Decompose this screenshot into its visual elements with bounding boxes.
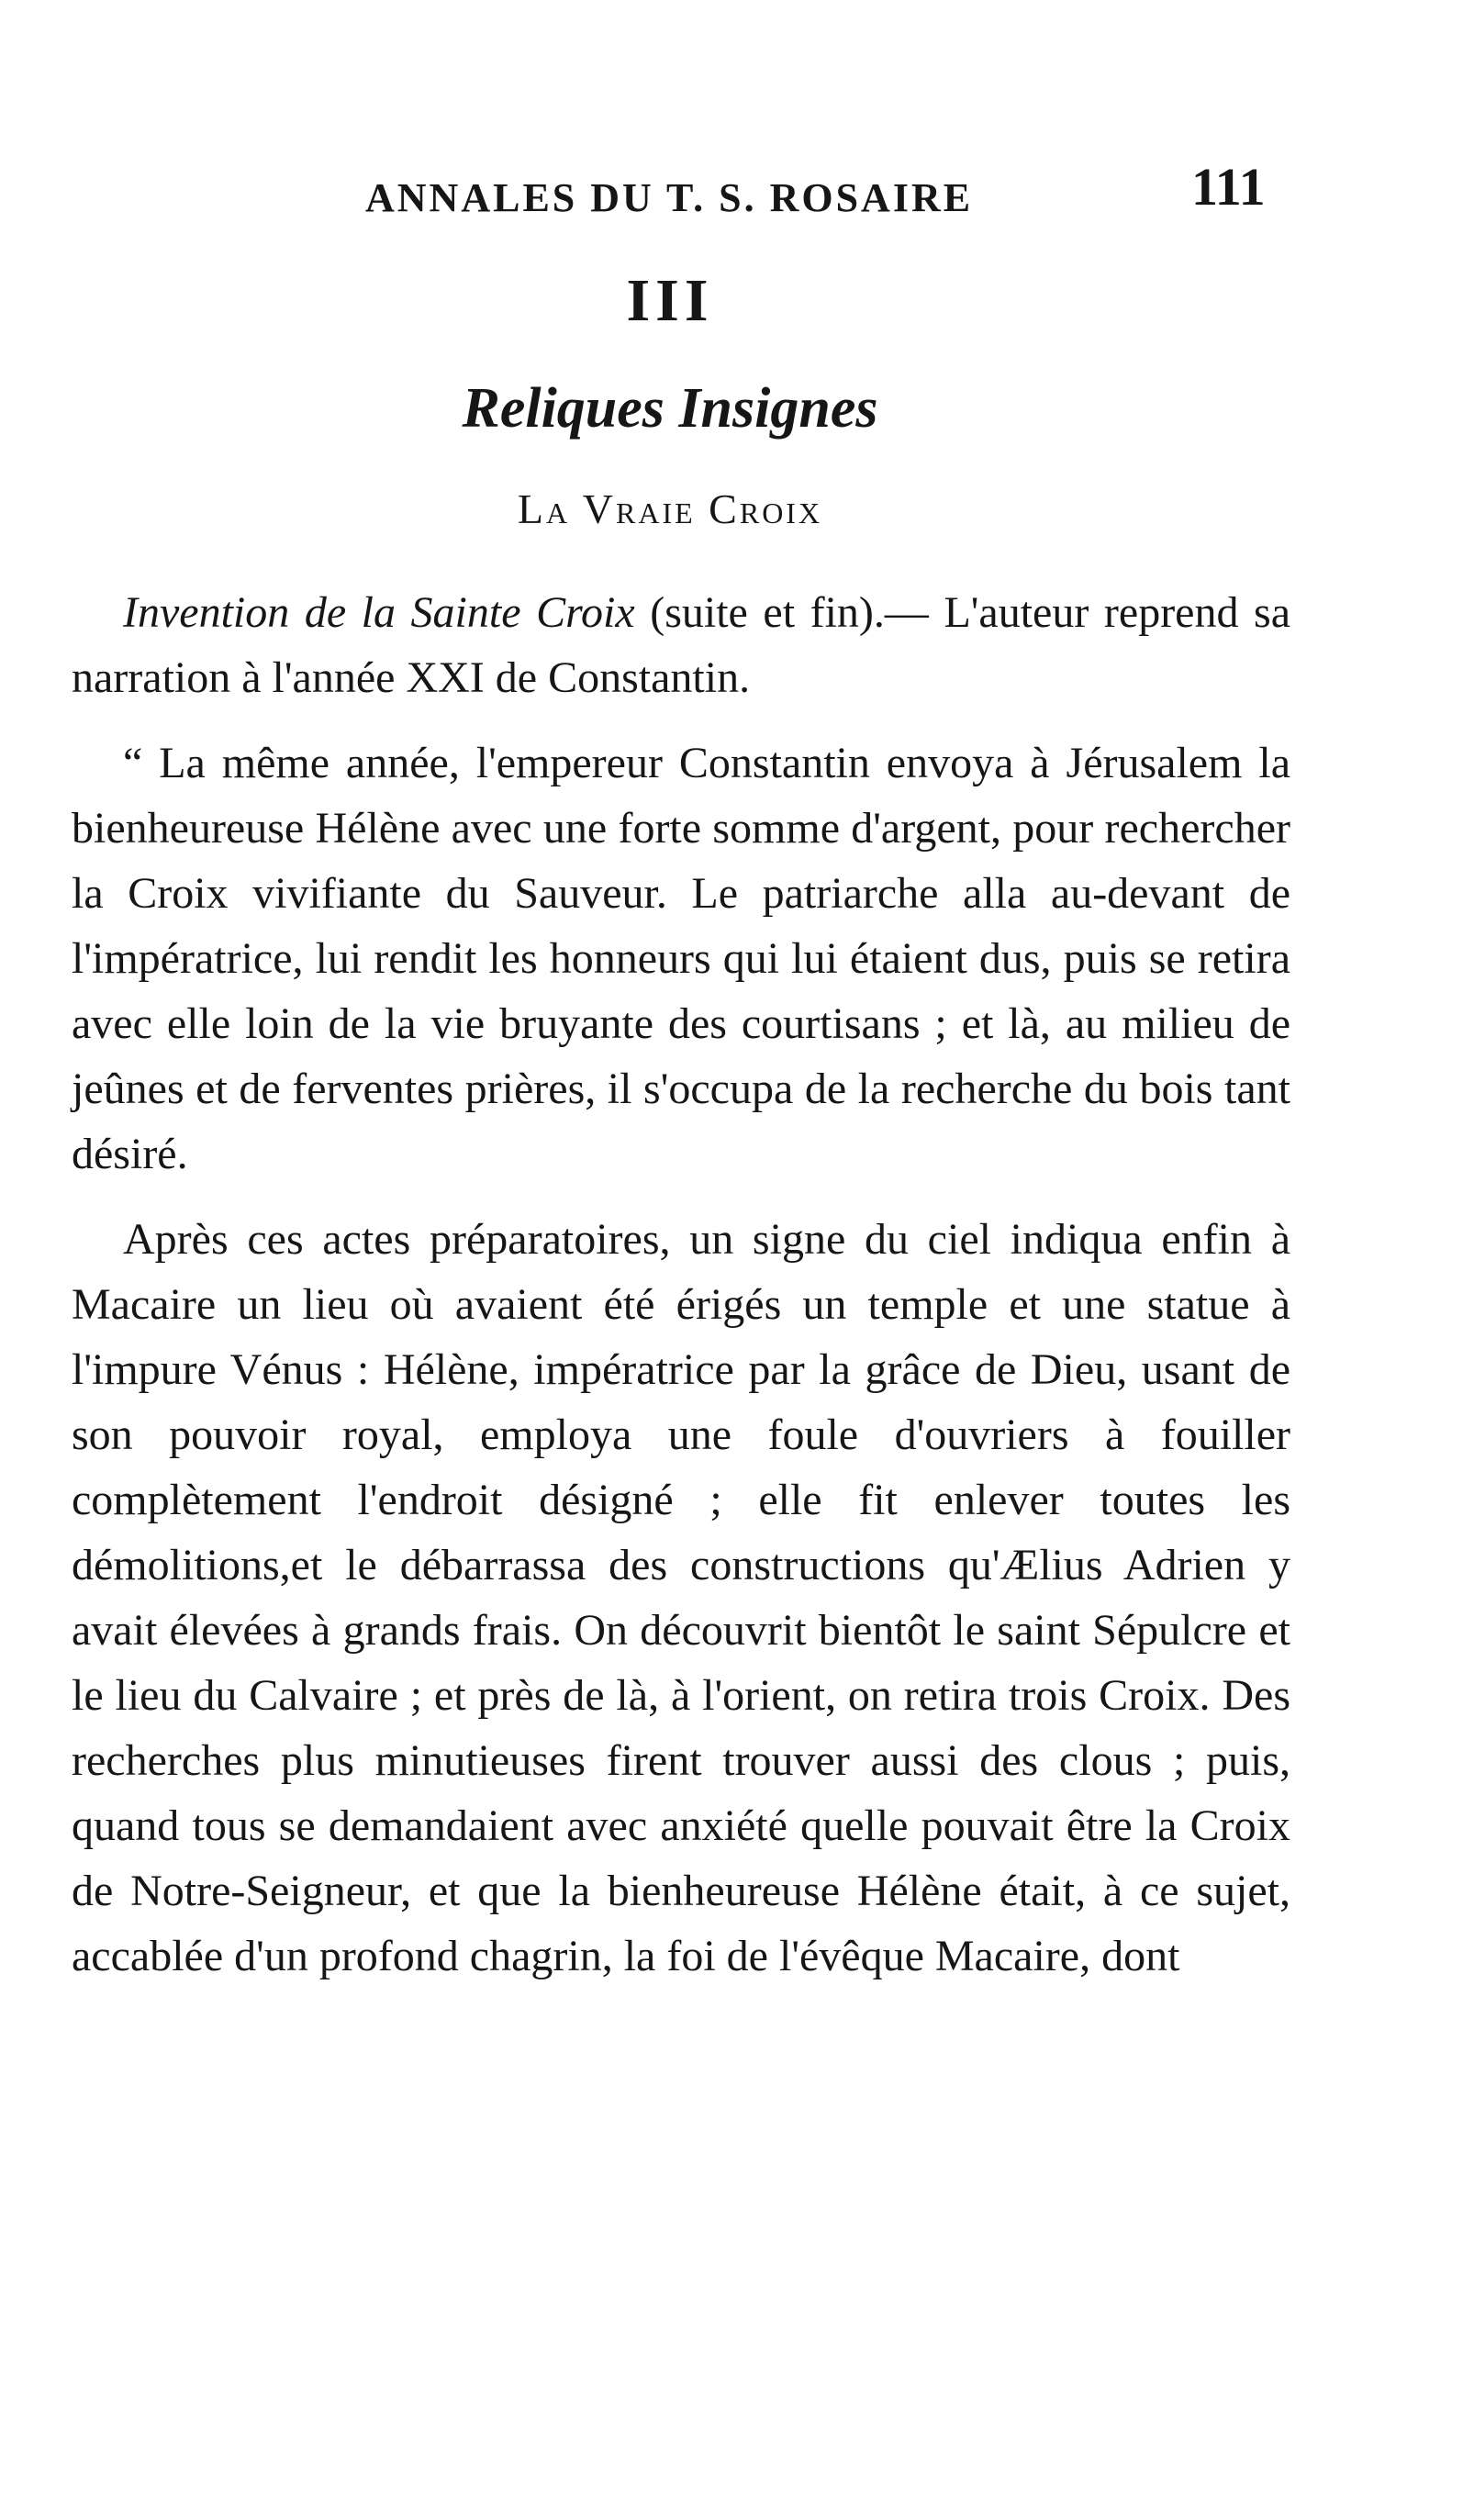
running-header-title: ANNALES DU T. S. ROSAIRE [365, 175, 974, 220]
intro-paragraph [72, 580, 1290, 710]
intro-italic-phrase: Invention de la Sainte Croix [123, 588, 635, 637]
paragraph-2: Après ces actes préparatoires, un signe du ciel indiqua enfin à Macaire un lieu où avaient été érigés un temple et une statue à l'impure Vénus : Hélène, impératrice par la grâce de Dieu, usant de son pouvoir royal, employa une foule d'ouvriers à fouiller complètement l'endroit désigné ; elle fit enlever toutes les démolitions,et le débarrassa des constructions qu'Ælius Adrien y avait élevées à grands frais. On découvrit bientôt le saint Sépulcre et le lieu du Calvaire ; et près de là, à l'orient, on retira trois Croix. Des recherches plus minutieuses firent trouver aussi des clous ; puis, quand tous se demandaient avec anxiété quelle pouvait être la Croix de Notre-Seigneur, et que la bienheureuse Hélène était, à ce sujet, accablée d'un profond chagrin, la foi de l'évêque Macaire, dont [72, 1215, 1290, 1980]
subsection-title: La Vraie Croix [517, 485, 823, 532]
section-number: III [626, 267, 714, 334]
page-number: 111 [1191, 157, 1266, 217]
section-title: Reliques Insignes [462, 377, 878, 440]
body-text [72, 580, 1290, 2009]
paragraph-1: “ La même année, l'empereur Constantin envoya à Jérusalem la bienheureuse Hélène avec une forte somme d'argent, pour rechercher la Croix vivifiante du Sauveur. Le patriarche alla au-devant de l'impératrice, lui rendit les honneurs qui lui étaient dus, puis se retira avec elle loin de la vie bruyante des courtisans ; et là, au milieu de jeûnes et de ferventes prières, il s'occupa de la recherche du bois tant désiré. [72, 739, 1290, 1178]
intro-rest: (suite et fin).— L'auteur reprend sa narration à l'année XXI de Constantin. [72, 588, 1291, 702]
